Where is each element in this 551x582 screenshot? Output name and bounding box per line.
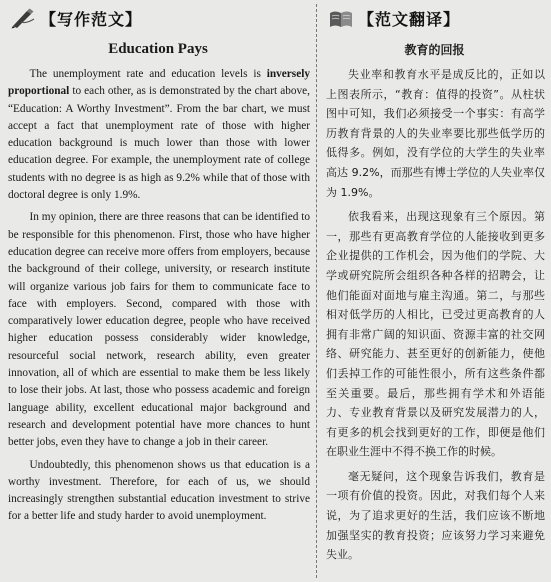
translation-column	[318, 0, 551, 570]
translation-paragraph-1: 失业率和教育水平是成反比的，正如以上图表所示，“教育：值得的投资”。从柱状图中可知，我们必须接受一个事实：有高学历教育背景的人的失业率要比那些低学历的低得多。例如，没有学位的大学生的失业率高达 9.2%，而那些有博士学位的人失业率仅为 1.9%。	[326, 68, 545, 199]
essay-paragraph-3: Undoubtedly, this phenomenon shows us that education is a worthy investment. Therefore, for each of us, we should increasingly strengthen substantial education investment to strive for a better life and study harder to avoid unemployment.	[8, 458, 310, 523]
translation-body	[318, 65, 551, 565]
sample-essay-header	[0, 0, 316, 36]
essay-paragraph-1: The unemployment rate and education levels is inversely proportional to each other, as is demonstrated by the chart above, “Education: A Worthy Investment”. From the bar chart, we must accept a fact that unemployment rate of those with higher education background is much lower than those with lower education degree. For example, the unemployment rate of college students with no degree is as high as 9.2% while that of those with doctoral degree is only 1.9%.	[8, 68, 310, 202]
pen-icon	[10, 7, 36, 29]
translation-paragraph-3: 毫无疑问，这个现象告诉我们，教育是一项有价值的投资。因此，对我们每个人来说，为了追求更好的生活，我们应该不断地加强坚实的教育投资；应该努力学习来避免失业。	[326, 469, 545, 562]
sample-essay-heading: 【写作范文】	[40, 9, 143, 29]
book-icon	[328, 7, 354, 29]
essay-title: Education Pays	[108, 41, 208, 57]
essay-body	[0, 66, 316, 526]
emphasis-text: inversely proportional	[8, 68, 310, 98]
translation-heading: 【范文翻译】	[358, 9, 461, 29]
translation-paragraph-2: 依我看来，出现这现象有三个原因。第一，那些有更高教育学位的人能接收到更多企业提供的工作机会，因为他们的学院、大学或研究院所会组织各种各样的招聘会，让他们能面对面地与雇主沟通。第二，与那些相对低学历的人相比，已受过更高教育的人拥有非常广阔的知识面、资源丰富的社交网络、研究能力、甚至更好的创新能力，使他们丢掉工作的可能性很小，所有这些条件都至关重要。最后，那些拥有学术和外语能力、专业教育背景以及研究发展潜力的人，有更多的机会找到更好的工作，即便是他们在职业生涯中不得不换工作的时候。	[326, 210, 545, 459]
translation-header	[318, 0, 551, 36]
column-divider	[316, 4, 317, 578]
essay-paragraph-2: In my opinion, there are three reasons that can be identified to be responsible for this phenomenon. First, those who have higher education degree can receive more offers from employers, because the background of their college, university, or research institute will organize various job fairs for them to communicate face to face with employers. Second, compared with those with comparatively lower education degree, people who have received higher education possess considerably wider knowledge, resourceful social network, research ability, even greater innovation, all of which are essential to make them be less likely to lose their jobs. At last, those who possess academic and foreign language ability, excellent educational major background and research and development potential have more chances to hunt better jobs, even they have to change a job in their career.	[8, 211, 310, 449]
translation-title: 教育的回报	[404, 43, 465, 57]
